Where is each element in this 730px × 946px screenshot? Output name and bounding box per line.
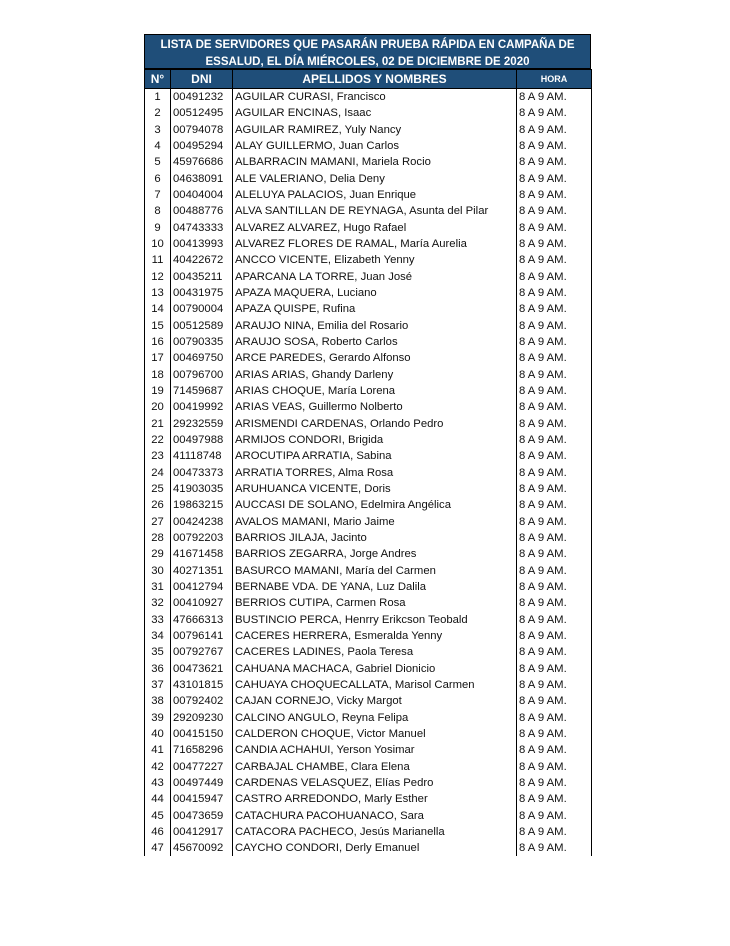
row-name: ALELUYA PALACIOS, Juan Enrique <box>233 187 517 203</box>
row-number: 17 <box>145 350 171 366</box>
row-number: 37 <box>145 677 171 693</box>
row-dni: 00424238 <box>171 514 233 530</box>
row-name: ALAY GUILLERMO, Juan Carlos <box>233 138 517 154</box>
table-row <box>145 171 592 187</box>
row-number: 8 <box>145 203 171 219</box>
row-dni: 00497449 <box>171 775 233 791</box>
row-number: 47 <box>145 840 171 856</box>
row-number: 15 <box>145 318 171 334</box>
row-dni: 00435211 <box>171 269 233 285</box>
table-row <box>145 579 592 595</box>
row-dni: 40422672 <box>171 252 233 268</box>
row-dni: 00419992 <box>171 399 233 415</box>
table-row <box>145 807 592 823</box>
row-number: 4 <box>145 138 171 154</box>
row-number: 32 <box>145 595 171 611</box>
table-row <box>145 318 592 334</box>
row-number: 46 <box>145 824 171 840</box>
table-row <box>145 105 592 121</box>
row-dni: 71658296 <box>171 742 233 758</box>
table-row <box>145 660 592 676</box>
row-hora: 8 A 9 AM. <box>517 269 592 285</box>
row-hora: 8 A 9 AM. <box>517 252 592 268</box>
table-row <box>145 693 592 709</box>
document-sheet <box>144 34 591 856</box>
row-hora: 8 A 9 AM. <box>517 660 592 676</box>
row-name: ARIAS VEAS, Guillermo Nolberto <box>233 399 517 415</box>
row-name: ARIAS CHOQUE, María Lorena <box>233 383 517 399</box>
row-name: CAYCHO CONDORI, Derly Emanuel <box>233 840 517 856</box>
table-row <box>145 448 592 464</box>
table-row <box>145 709 592 725</box>
row-hora: 8 A 9 AM. <box>517 350 592 366</box>
table-row <box>145 138 592 154</box>
row-number: 38 <box>145 693 171 709</box>
table-row <box>145 595 592 611</box>
row-name: CAHUANA MACHACA, Gabriel Dionicio <box>233 660 517 676</box>
servers-table <box>144 69 592 856</box>
header-dni: DNI <box>171 70 233 89</box>
row-number: 12 <box>145 269 171 285</box>
row-hora: 8 A 9 AM. <box>517 236 592 252</box>
row-hora: 8 A 9 AM. <box>517 105 592 121</box>
row-name: ALBARRACIN MAMANI, Mariela Rocio <box>233 154 517 170</box>
row-hora: 8 A 9 AM. <box>517 693 592 709</box>
row-number: 42 <box>145 758 171 774</box>
table-row <box>145 758 592 774</box>
row-name: BARRIOS JILAJA, Jacinto <box>233 530 517 546</box>
row-hora: 8 A 9 AM. <box>517 791 592 807</box>
row-dni: 00512495 <box>171 105 233 121</box>
row-number: 14 <box>145 301 171 317</box>
table-row <box>145 546 592 562</box>
row-number: 44 <box>145 791 171 807</box>
row-name: CAHUAYA CHOQUECALLATA, Marisol Carmen <box>233 677 517 693</box>
row-name: CANDIA ACHAHUI, Yerson Yosimar <box>233 742 517 758</box>
row-number: 43 <box>145 775 171 791</box>
header-names: APELLIDOS Y NOMBRES <box>233 70 517 89</box>
row-name: CACERES HERRERA, Esmeralda Yenny <box>233 628 517 644</box>
row-hora: 8 A 9 AM. <box>517 122 592 138</box>
table-row <box>145 791 592 807</box>
row-hora: 8 A 9 AM. <box>517 154 592 170</box>
row-dni: 00473659 <box>171 807 233 823</box>
row-dni: 00491232 <box>171 89 233 106</box>
row-number: 21 <box>145 416 171 432</box>
table-row <box>145 432 592 448</box>
row-name: ARRATIA TORRES, Alma Rosa <box>233 465 517 481</box>
row-number: 16 <box>145 334 171 350</box>
row-number: 23 <box>145 448 171 464</box>
row-dni: 00512589 <box>171 318 233 334</box>
table-row <box>145 187 592 203</box>
row-hora: 8 A 9 AM. <box>517 203 592 219</box>
row-dni: 00415150 <box>171 726 233 742</box>
row-hora: 8 A 9 AM. <box>517 824 592 840</box>
row-dni: 47666313 <box>171 612 233 628</box>
row-name: CALDERON CHOQUE, Victor Manuel <box>233 726 517 742</box>
row-dni: 00415947 <box>171 791 233 807</box>
row-name: ARUHUANCA VICENTE, Doris <box>233 481 517 497</box>
table-row <box>145 612 592 628</box>
row-hora: 8 A 9 AM. <box>517 301 592 317</box>
row-name: ARAUJO NINA, Emilia del Rosario <box>233 318 517 334</box>
table-row <box>145 628 592 644</box>
row-name: CARDENAS VELASQUEZ, Elías Pedro <box>233 775 517 791</box>
row-number: 18 <box>145 367 171 383</box>
row-number: 34 <box>145 628 171 644</box>
row-dni: 00790004 <box>171 301 233 317</box>
row-dni: 40271351 <box>171 563 233 579</box>
row-hora: 8 A 9 AM. <box>517 367 592 383</box>
row-number: 7 <box>145 187 171 203</box>
row-hora: 8 A 9 AM. <box>517 138 592 154</box>
row-dni: 00796141 <box>171 628 233 644</box>
row-dni: 29209230 <box>171 709 233 725</box>
row-name: BARRIOS ZEGARRA, Jorge Andres <box>233 546 517 562</box>
row-name: ARIAS ARIAS, Ghandy Darleny <box>233 367 517 383</box>
row-name: AGUILAR ENCINAS, Isaac <box>233 105 517 121</box>
row-hora: 8 A 9 AM. <box>517 416 592 432</box>
row-name: APAZA QUISPE, Rufina <box>233 301 517 317</box>
row-dni: 00792402 <box>171 693 233 709</box>
table-row <box>145 383 592 399</box>
row-hora: 8 A 9 AM. <box>517 465 592 481</box>
row-number: 24 <box>145 465 171 481</box>
row-dni: 00488776 <box>171 203 233 219</box>
row-number: 3 <box>145 122 171 138</box>
row-dni: 00431975 <box>171 285 233 301</box>
row-dni: 00413993 <box>171 236 233 252</box>
row-dni: 00410927 <box>171 595 233 611</box>
row-dni: 00497988 <box>171 432 233 448</box>
row-name: BERRIOS CUTIPA, Carmen Rosa <box>233 595 517 611</box>
row-name: ALVA SANTILLAN DE REYNAGA, Asunta del Pilar <box>233 203 517 219</box>
row-name: BASURCO MAMANI, María del Carmen <box>233 563 517 579</box>
table-row <box>145 775 592 791</box>
row-name: CARBAJAL CHAMBE, Clara Elena <box>233 758 517 774</box>
row-hora: 8 A 9 AM. <box>517 677 592 693</box>
header-number: N° <box>145 70 171 89</box>
table-row <box>145 252 592 268</box>
row-hora: 8 A 9 AM. <box>517 563 592 579</box>
table-row <box>145 726 592 742</box>
row-number: 27 <box>145 514 171 530</box>
table-row <box>145 677 592 693</box>
row-number: 19 <box>145 383 171 399</box>
row-name: CALCINO ANGULO, Reyna Felipa <box>233 709 517 725</box>
table-row <box>145 367 592 383</box>
table-header-row <box>145 70 592 89</box>
row-dni: 00495294 <box>171 138 233 154</box>
table-row <box>145 236 592 252</box>
row-number: 29 <box>145 546 171 562</box>
row-dni: 00794078 <box>171 122 233 138</box>
row-dni: 00477227 <box>171 758 233 774</box>
row-hora: 8 A 9 AM. <box>517 546 592 562</box>
table-row <box>145 824 592 840</box>
row-name: APARCANA LA TORRE, Juan José <box>233 269 517 285</box>
row-name: AVALOS MAMANI, Mario Jaime <box>233 514 517 530</box>
row-name: CASTRO ARREDONDO, Marly Esther <box>233 791 517 807</box>
row-number: 36 <box>145 660 171 676</box>
header-hora: HORA <box>517 70 592 89</box>
row-name: ANCCO VICENTE, Elizabeth Yenny <box>233 252 517 268</box>
row-dni: 41903035 <box>171 481 233 497</box>
row-number: 33 <box>145 612 171 628</box>
row-dni: 00792767 <box>171 644 233 660</box>
row-dni: 00790335 <box>171 334 233 350</box>
row-hora: 8 A 9 AM. <box>517 285 592 301</box>
table-row <box>145 416 592 432</box>
row-name: AGUILAR RAMIREZ, Yuly Nancy <box>233 122 517 138</box>
row-hora: 8 A 9 AM. <box>517 481 592 497</box>
table-row <box>145 122 592 138</box>
row-hora: 8 A 9 AM. <box>517 709 592 725</box>
table-row <box>145 334 592 350</box>
row-name: AUCCASI DE SOLANO, Edelmira Angélica <box>233 497 517 513</box>
table-row <box>145 285 592 301</box>
row-number: 6 <box>145 171 171 187</box>
row-dni: 71459687 <box>171 383 233 399</box>
row-hora: 8 A 9 AM. <box>517 89 592 106</box>
row-hora: 8 A 9 AM. <box>517 807 592 823</box>
row-hora: 8 A 9 AM. <box>517 612 592 628</box>
table-row <box>145 514 592 530</box>
row-dni: 00404004 <box>171 187 233 203</box>
table-body <box>145 89 592 857</box>
table-row <box>145 399 592 415</box>
row-hora: 8 A 9 AM. <box>517 497 592 513</box>
title-line-2: ESSALUD, EL DÍA MIÉRCOLES, 02 DE DICIEMBRE DE 2020 <box>205 56 530 68</box>
row-hora: 8 A 9 AM. <box>517 171 592 187</box>
row-dni: 00473621 <box>171 660 233 676</box>
row-hora: 8 A 9 AM. <box>517 628 592 644</box>
row-hora: 8 A 9 AM. <box>517 432 592 448</box>
table-row <box>145 530 592 546</box>
table-row <box>145 154 592 170</box>
row-dni: 00469750 <box>171 350 233 366</box>
table-row <box>145 481 592 497</box>
row-name: CACERES LADINES, Paola Teresa <box>233 644 517 660</box>
document-title <box>144 34 591 69</box>
row-dni: 41671458 <box>171 546 233 562</box>
row-number: 40 <box>145 726 171 742</box>
row-number: 9 <box>145 220 171 236</box>
row-name: ARMIJOS CONDORI, Brigida <box>233 432 517 448</box>
row-hora: 8 A 9 AM. <box>517 220 592 236</box>
table-row <box>145 220 592 236</box>
row-dni: 04743333 <box>171 220 233 236</box>
table-row <box>145 840 592 856</box>
row-hora: 8 A 9 AM. <box>517 742 592 758</box>
table-row <box>145 350 592 366</box>
row-name: CAJAN CORNEJO, Vicky Margot <box>233 693 517 709</box>
row-number: 31 <box>145 579 171 595</box>
row-dni: 29232559 <box>171 416 233 432</box>
row-name: CATACORA PACHECO, Jesús Marianella <box>233 824 517 840</box>
row-dni: 04638091 <box>171 171 233 187</box>
row-name: CATACHURA PACOHUANACO, Sara <box>233 807 517 823</box>
row-name: AGUILAR CURASI, Francisco <box>233 89 517 106</box>
table-row <box>145 301 592 317</box>
row-hora: 8 A 9 AM. <box>517 448 592 464</box>
row-dni: 00412917 <box>171 824 233 840</box>
row-number: 13 <box>145 285 171 301</box>
row-hora: 8 A 9 AM. <box>517 579 592 595</box>
row-number: 26 <box>145 497 171 513</box>
row-dni: 00796700 <box>171 367 233 383</box>
table-row <box>145 465 592 481</box>
title-line-1: LISTA DE SERVIDORES QUE PASARÁN PRUEBA RÁPIDA EN CAMPAÑA DE <box>160 39 575 51</box>
row-hora: 8 A 9 AM. <box>517 514 592 530</box>
table-row <box>145 563 592 579</box>
table-row <box>145 203 592 219</box>
table-row <box>145 269 592 285</box>
row-hora: 8 A 9 AM. <box>517 334 592 350</box>
table-row <box>145 497 592 513</box>
row-number: 2 <box>145 105 171 121</box>
row-name: BUSTINCIO PERCA, Henrry Erikcson Teobald <box>233 612 517 628</box>
row-number: 30 <box>145 563 171 579</box>
row-name: BERNABE VDA. DE YANA, Luz Dalila <box>233 579 517 595</box>
row-name: ALVAREZ ALVAREZ, Hugo Rafael <box>233 220 517 236</box>
row-hora: 8 A 9 AM. <box>517 399 592 415</box>
row-hora: 8 A 9 AM. <box>517 595 592 611</box>
row-dni: 19863215 <box>171 497 233 513</box>
row-dni: 00412794 <box>171 579 233 595</box>
row-name: ARAUJO SOSA, Roberto Carlos <box>233 334 517 350</box>
row-name: ARISMENDI CARDENAS, Orlando Pedro <box>233 416 517 432</box>
row-number: 45 <box>145 807 171 823</box>
row-name: ARCE PAREDES, Gerardo Alfonso <box>233 350 517 366</box>
row-hora: 8 A 9 AM. <box>517 840 592 856</box>
row-dni: 00473373 <box>171 465 233 481</box>
row-number: 5 <box>145 154 171 170</box>
row-number: 22 <box>145 432 171 448</box>
row-number: 11 <box>145 252 171 268</box>
table-row <box>145 89 592 106</box>
row-hora: 8 A 9 AM. <box>517 726 592 742</box>
row-name: APAZA MAQUERA, Luciano <box>233 285 517 301</box>
row-hora: 8 A 9 AM. <box>517 187 592 203</box>
row-dni: 43101815 <box>171 677 233 693</box>
row-hora: 8 A 9 AM. <box>517 530 592 546</box>
row-hora: 8 A 9 AM. <box>517 318 592 334</box>
row-number: 25 <box>145 481 171 497</box>
row-number: 10 <box>145 236 171 252</box>
row-name: ALE VALERIANO, Delia Deny <box>233 171 517 187</box>
row-hora: 8 A 9 AM. <box>517 758 592 774</box>
table-row <box>145 742 592 758</box>
row-dni: 45670092 <box>171 840 233 856</box>
row-dni: 41118748 <box>171 448 233 464</box>
row-number: 28 <box>145 530 171 546</box>
row-hora: 8 A 9 AM. <box>517 383 592 399</box>
row-number: 20 <box>145 399 171 415</box>
row-number: 41 <box>145 742 171 758</box>
row-name: ALVAREZ FLORES DE RAMAL, María Aurelia <box>233 236 517 252</box>
row-dni: 00792203 <box>171 530 233 546</box>
row-number: 35 <box>145 644 171 660</box>
row-number: 1 <box>145 89 171 106</box>
row-number: 39 <box>145 709 171 725</box>
row-hora: 8 A 9 AM. <box>517 775 592 791</box>
row-dni: 45976686 <box>171 154 233 170</box>
row-hora: 8 A 9 AM. <box>517 644 592 660</box>
row-name: AROCUTIPA ARRATIA, Sabina <box>233 448 517 464</box>
table-row <box>145 644 592 660</box>
